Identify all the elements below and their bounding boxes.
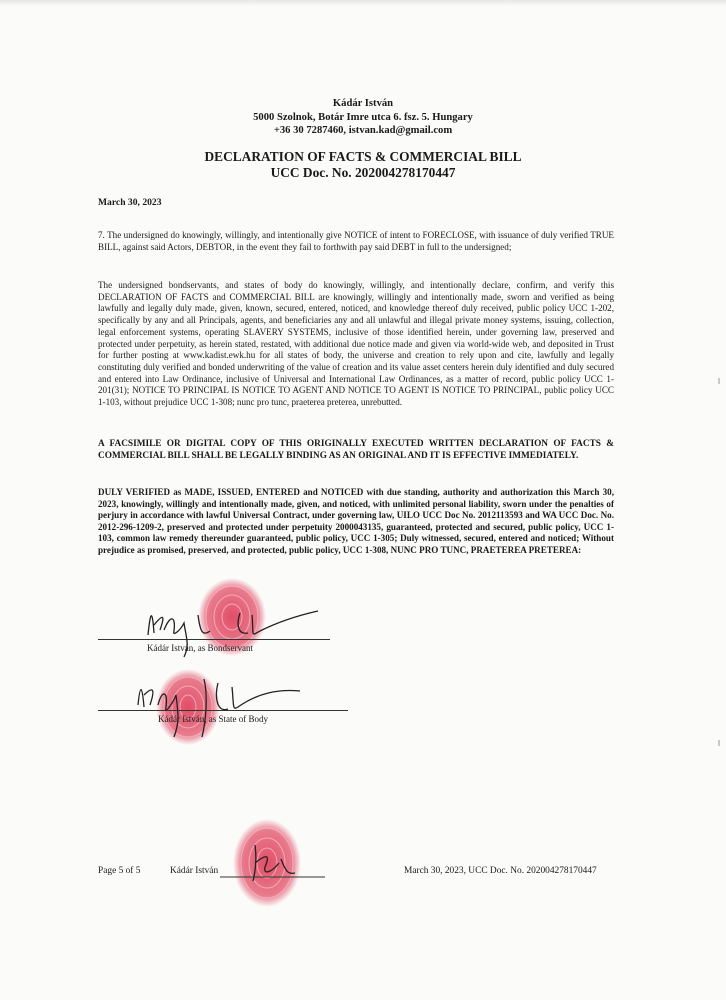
- document-title: [0, 149, 726, 181]
- title-line-1: DECLARATION OF FACTS & COMMERCIAL BILL: [204, 149, 522, 164]
- footer-reference: March 30, 2023, UCC Doc. No. 202004278170447: [404, 866, 597, 876]
- scan-edge: [0, 0, 726, 6]
- signature-line: [98, 639, 330, 640]
- paragraph-verification: DULY VERIFIED as MADE, ISSUED, ENTERED and NOTICED with due standing, authority and authorization this March 30, 2023, knowingly, willingly and intentionally made, given, and noticed, with unlimited personal liability, sworn under the penalties of perjury in accordance with lawful Universal Contract, under governing law, UILO UCC Doc No. 2012113593 and WA UCC Doc. No. 2012-296-1209-2, preserved and protected under perpetuity 2000043135, guaranteed, protected and secured, public policy, UCC 1-103, common law remedy thereunder guaranteed, public policy, UCC 1-305; Duly witnessed, secured, entered and noticed; Without prejudice as promised, preserved, and protected, public policy, UCC 1-308, NUNC PRO TUNC, PRAETEREA PRETEREA:: [98, 487, 614, 555]
- signature-caption: Kádár István, as Bondservant: [147, 643, 253, 653]
- footer-signer: Kádár István: [170, 866, 219, 876]
- paragraph-notice: 7. The undersigned do knowingly, willingly, and intentionally give NOTICE of intent to FORECLOSE, with issuance of duly verified TRUE BILL, against said Actors, DEBTOR, in the event they fail to forthwith pay said DEBT in full to the undersigned;: [98, 230, 614, 252]
- signature-caption: Kádár István, as State of Body: [158, 714, 268, 724]
- page-number: Page 5 of 5: [98, 866, 141, 876]
- scan-edge-right: [718, 378, 720, 384]
- author-contact: +36 30 7287460, istvan.kad@gmail.com: [273, 125, 453, 136]
- paragraph-facsimile: A FACSIMILE OR DIGITAL COPY OF THIS ORIGINALLY EXECUTED WRITTEN DECLARATION OF FACTS & COMMERCIAL BILL SHALL BE LEGALLY BINDING AS AN ORIGINAL AND IT IS EFFECTIVE IMMEDIATELY.: [98, 439, 614, 461]
- author-name: Kádár István: [332, 98, 394, 109]
- document-date: March 30, 2023: [98, 197, 162, 208]
- scan-edge-right: [718, 740, 720, 746]
- title-line-2: UCC Doc. No. 202004278170447: [270, 165, 456, 180]
- paragraph-declaration: The undersigned bondservants, and states of body do knowingly, willingly, and intentionally declare, confirm, and verify this DECLARATION OF FACTS and COMMERCIAL BILL are knowingly, willingly and intentionally made, sworn and verified as being lawfully and legally duly made, given, known, secured, entered, noticed, and knowledge thereof duly received, public policy UCC 1-202, specifically by any and all Principals, agents, and beneficiaries any and all unlawful and illegal private money systems, issuing, collection, legal enforcement systems, operating SLAVERY SYSTEMS, inclusive of those identified herein, under governing law, preserved and protected under perpetuity, as herein stated, restated, with additional due notice made and given via world-wide web, and deposited in Trust for further posting at www.kadist.ewk.hu for all states of body, the universe and creation to rely upon and cite, lawfully and legally constituting duly verified and bonded underwriting of the value of creation and its value asset centers herein duly identified and duly secured and entered into Law Ordinance, inclusive of Universal and International Law Ordinances, as a matter of record, public policy UCC 1-201(31); NOTICE TO PRINCIPAL IS NOTICE TO AGENT AND NOTICE TO AGENT IS NOTICE TO PRINCIPAL, public policy UCC 1-103, without prejudice UCC 1-308; nunc pro tunc, praeterea preterea, unrebutted.: [98, 280, 614, 408]
- signature-line: [98, 710, 348, 711]
- author-address: 5000 Szolnok, Botár Imre utca 6. fsz. 5. Hungary: [253, 111, 473, 123]
- letterhead: [0, 97, 726, 138]
- footer-initials: [215, 815, 335, 910]
